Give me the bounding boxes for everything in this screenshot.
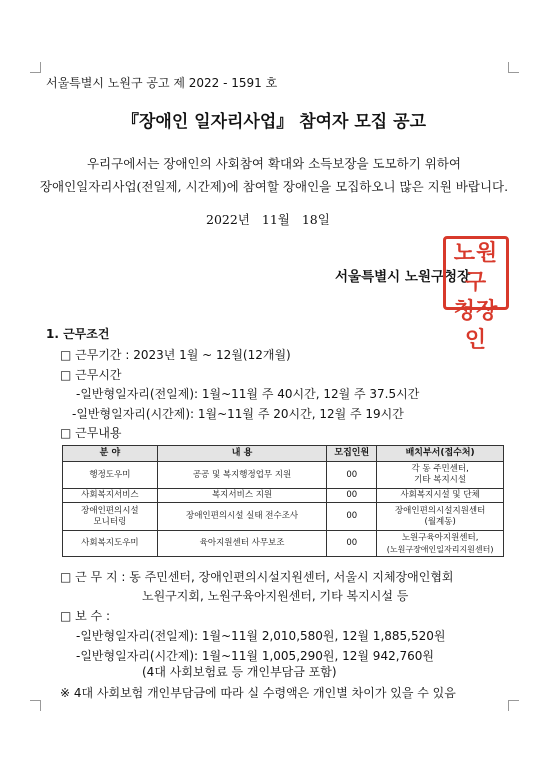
issuer-name: 서울특별시 노원구청장 bbox=[335, 269, 471, 285]
cell-dept-line: 기타 복지시설 bbox=[414, 475, 467, 485]
cell-dept-line: 장애인편의시설지원센터 bbox=[394, 505, 486, 516]
footnote: ※ 4대 사회보험 개인부담금에 따라 실 수령액은 개인별 차이가 있을 수 있음 bbox=[60, 686, 456, 700]
table-row bbox=[63, 503, 504, 531]
cell-dept-line: 노원구육아지원센터, bbox=[401, 532, 479, 543]
header-field: 분 야 bbox=[63, 446, 158, 462]
cell-dept bbox=[377, 462, 504, 489]
workplace-line-2: 노원구지회, 노원구육아지원센터, 기타 복지시설 등 bbox=[142, 589, 409, 603]
cell-count: 00 bbox=[327, 503, 377, 531]
section-1-title: 1. 근무조건 bbox=[46, 327, 110, 341]
work-hours-title: □ 근무시간 bbox=[60, 368, 122, 382]
cell-count: 00 bbox=[327, 531, 377, 557]
notice-number: 서울특별시 노원구 공고 제 2022 - 1591 호 bbox=[46, 76, 278, 90]
cell-content: 육아지원센터 사무보조 bbox=[157, 531, 327, 557]
cell-dept-line: 각 동 주민센터, bbox=[411, 464, 469, 474]
intro-line-1: 우리구에서는 장애인의 사회참여 확대와 소득보장을 도모하기 위하여 bbox=[86, 156, 462, 171]
table-header-row bbox=[63, 446, 504, 462]
table-row bbox=[63, 462, 504, 489]
cell-content: 공공 및 복지행정업무 지원 bbox=[157, 462, 327, 489]
cell-field: 사회복지서비스 bbox=[63, 489, 158, 503]
workplace-line-1: □ 근 무 지 : 동 주민센터, 장애인편의시설지원센터, 서울시 지체장애인협회 bbox=[60, 570, 454, 584]
cell-field bbox=[63, 503, 158, 531]
crop-mark-bottom-left bbox=[30, 700, 41, 711]
crop-mark-top-right bbox=[508, 62, 519, 73]
table-row bbox=[63, 531, 504, 557]
cell-field-line: 모니터링 bbox=[93, 516, 127, 527]
cell-field: 사회복지도우미 bbox=[63, 531, 158, 557]
work-hours-parttime: -일반형일자리(시간제): 1월~11월 주 20시간, 12월 주 19시간 bbox=[72, 407, 404, 421]
header-count: 모집인원 bbox=[327, 446, 377, 462]
cell-dept bbox=[377, 503, 504, 531]
cell-field: 행정도우미 bbox=[63, 462, 158, 489]
pay-fulltime: -일반형일자리(전일제): 1월~11월 2,010,580원, 12월 1,885,520원 bbox=[76, 629, 446, 643]
duty-table bbox=[62, 445, 504, 557]
notice-date: 2022년 11월 18일 bbox=[206, 212, 330, 227]
pay-note: (4대 사회보험료 등 개인부담금 포함) bbox=[142, 665, 337, 679]
cell-count: 00 bbox=[327, 489, 377, 503]
pay-parttime: -일반형일자리(시간제): 1월~11월 1,005,290원, 12월 942,760원 bbox=[76, 649, 435, 663]
table-row bbox=[63, 489, 504, 503]
cell-content: 장애인편의시설 실태 전수조사 bbox=[157, 503, 327, 531]
seal-text-top: 노원구 bbox=[453, 241, 499, 295]
cell-count: 00 bbox=[327, 462, 377, 489]
cell-dept-line: (월계동) bbox=[424, 516, 456, 527]
work-period: □ 근무기간 : 2023년 1월 ~ 12월(12개월) bbox=[60, 348, 291, 362]
cell-dept-line: (노원구장애인일자리지원센터) bbox=[386, 544, 494, 554]
cell-field-line: 장애인편의시설 bbox=[81, 505, 139, 516]
seal-text-bottom: 청장인 bbox=[453, 299, 499, 353]
header-content: 내 용 bbox=[157, 446, 327, 462]
crop-mark-bottom-right bbox=[508, 700, 519, 711]
crop-mark-top-left bbox=[30, 62, 41, 73]
work-hours-fulltime: -일반형일자리(전일제): 1월~11월 주 40시간, 12월 주 37.5시간 bbox=[76, 387, 420, 401]
header-dept: 배치부서(접수처) bbox=[377, 446, 504, 462]
page-title: 『장애인 일자리사업』 참여자 모집 공고 bbox=[121, 112, 426, 132]
pay-title: □ 보 수 : bbox=[60, 609, 111, 623]
official-seal bbox=[443, 236, 509, 353]
cell-content: 복지서비스 지원 bbox=[157, 489, 327, 503]
cell-dept: 사회복지시설 및 단체 bbox=[377, 489, 504, 503]
cell-dept bbox=[377, 531, 504, 557]
intro-line-2: 장애인일자리사업(전일제, 시간제)에 참여할 장애인을 모집하오니 많은 지원 바랍니다. bbox=[39, 179, 509, 194]
duty-title: □ 근무내용 bbox=[60, 426, 122, 440]
